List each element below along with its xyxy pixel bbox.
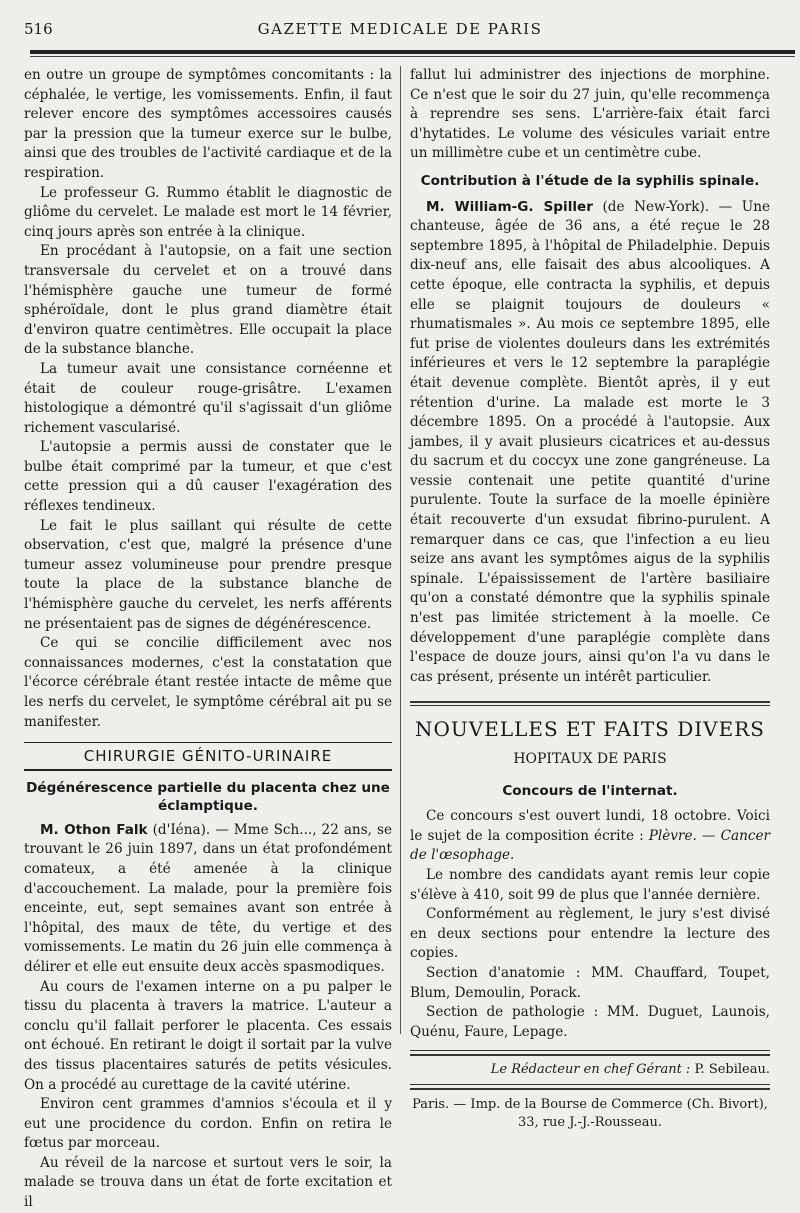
section-rule [410,701,770,706]
header-rule [30,50,795,54]
header-rule-thin [30,56,795,57]
paragraph: Le professeur G. Rummo établit le diagnostic de gliôme du cervelet. Le malade est mort le 14 février, cinq jours après son entrée à la clinique. [24,184,392,240]
news-subheading: HOPITAUX DE PARIS [513,751,667,767]
paragraph-text: Ce concours s'est ouvert lundi, 18 octobre. Voici le sujet de la composition écrite : [410,808,770,844]
paragraph: La tumeur avait une consistance cornéenne et était de couleur rouge-grisâtre. L'examen histologique a démontré qu'il s'agissait d'un gliôme richement vascularisé. [24,360,392,436]
journal-title: GAZETTE MEDICALE DE PARIS [257,20,543,38]
right-column [410,66,770,1132]
editor-line [410,1060,770,1080]
paragraph [410,198,770,688]
paragraph: Section de pathologie : MM. Duguet, Launois, Quénu, Faure, Lepage. [410,1004,770,1040]
paragraph: Le nombre des candidats ayant remis leur copie s'élève à 410, soit 99 de plus que l'année dernière. [410,866,770,903]
paragraph: Environ cent grammes d'amnios s'écoula et il y eut une procidence du cordon. Enfin on retira le fœtus par morceau. [24,1096,392,1152]
footer-rule [410,1084,770,1090]
paragraph: Au cours de l'examen interne on a pu palper le tissu du placenta à travers la matrice. L'auteur a conclu qu'il fallait perforer le placenta. Ces essais ont échoué. En retirant le doigt il sortait par la vulve des tissus placentaires saturés de petits vésicules. On a procédé au curettage de la cavité utérine. [24,978,392,1093]
article-title: Contribution à l'étude de la syphilis spinale. [420,172,760,189]
paragraph: Ce qui se concilie difficilement avec nos connaissances modernes, c'est la constatation que l'écorce cérébrale étant restée intacte de même que les nerfs du cervelet, le symptôme cérébral ait pu se manifester. [24,635,392,730]
paragraph-text: (de New-York). — Une chanteuse, âgée de 36 ans, a été reçue le 28 septembre 1895, à l'hôpital de Philadelphie. Depuis dix-neuf ans, elle faisait des abus alcooliques. A cette époque, elle contracta la syphilis, et depuis elle se plaignit toujours de douleurs « rhumatismales ». Au mois ce septembre 1895, elle fut prise de violentes douleurs dans les extrémités inférieures et vers le 12 septembre la paraplégie était devenue complète. Bientôt après, il y eut rétention d'urine. La malade est morte le 3 décembre 1895. On a procédé à l'autopsie. Aux jambes, il y avait plusieurs cicatrices et au-dessus du sacrum et du coccyx une zone gangréneuse. La vessie contenait une petite quantité d'urine purulente. Toute la surface de la moelle épinière était recouverte d'un exsudat fibrino-purulent. A remarquer dans ce cas, que l'infection a eu lieu seize ans avant les symptômes aigus de la syphilis spinale. L'épaississement de l'artère basiliaire qu'on a constaté démontre que la syphilis spinale n'est pas limitée strictement à la moelle. Ce développement d'une paraplégie complète dans l'espace de douze jours, ainsi qu'on l'a vu dans le cas présent, présente un intérêt particulier. [410,198,771,685]
column-divider [400,66,401,1034]
exam-subject: Plèvre. — Cancer de l'œsophage. [410,827,770,864]
editor-name: P. Sebileau. [694,1062,770,1078]
news-heading: NOUVELLES ET FAITS DIVERS [415,717,765,742]
author-name: M. Othon Falk [40,821,148,838]
paragraph: Au réveil de la narcose et surtout vers le soir, la malade se trouva dans un état de forte excitation et il [24,1154,392,1211]
paragraph: Conformément au règlement, le jury s'est divisé en deux sections pour entendre la lecture des copies. [410,906,770,962]
left-column [24,66,392,1213]
printer-address: 33, rue J.-J.-Rousseau. [518,1114,662,1130]
paragraph [410,807,770,866]
paragraph [24,821,392,978]
paragraph: L'autopsie a permis aussi de constater que le bulbe était comprimé par la tumeur, et que c'est cette pression qui a dû causer l'exagération des réflexes tendineux. [24,439,392,515]
paragraph: En procédant à l'autopsie, on a fait une section transversale du cervelet et on a trouvé dans l'hémisphère gauche une tumeur de formé sphéroïdale, dont le plus grand diamètre était d'environ quatre centimètres. Elle occupait la place de la substance blanche. [24,243,392,358]
article-title: Dégénérescence partielle du placenta chez une éclamptique. [26,779,390,814]
printer-line: Paris. — Imp. de la Bourse de Commerce (Ch. Bivort), [412,1096,768,1112]
section-heading: CHIRURGIE GÉNITO-URINAIRE [24,742,392,771]
paragraph: Le fait le plus saillant qui résulte de cette observation, c'est que, malgré la présence d'une tumeur assez volumineuse pour prendre presque toute la place de la substance blanche de l'hémisphère gauche du cervelet, les nerfs afférents ne présentaient pas de signes de dégénérescence. [24,517,392,632]
paragraph: Section d'anatomie : MM. Chauffard, Toupet, Blum, Demoulin, Porack. [410,964,770,1001]
paragraph-text: (d'Iéna). — Mme Sch..., 22 ans, se trouvant le 26 juin 1897, dans un état profondément comateux, a été amenée à la clinique d'accouchement. La malade, pour la première fois enceinte, eut, sept semaines avant son entrée à l'hôpital, des maux de tête, du vertige et des vomissements. Le matin du 26 juin elle commença à délirer et elle eut ensuite deux accès spasmodiques. [24,821,392,975]
paragraph: fallut lui administrer des injections de morphine. Ce n'est que le soir du 27 juin, qu'elle recommença à reprendre ses sens. L'arrière-faix était farci d'hytatides. Le volume des vésicules variait entre un millimètre cube et un centimètre cube. [410,67,770,162]
editor-label: Le Rédacteur en chef Gérant : [490,1062,695,1078]
article-title: Concours de l'internat. [502,782,678,799]
author-name: M. William-G. Spiller [426,198,593,215]
page-number: 516 [24,20,53,38]
paragraph: en outre un groupe de symptômes concomitants : la céphalée, le vertige, les vomissements. Enfin, il faut relever encore des symptômes accessoires causés par la pression que la tumeur exerce sur le bulbe, ainsi que des troubles de l'activité cardiaque et de la respiration. [24,67,392,181]
footer-rule [410,1050,770,1056]
